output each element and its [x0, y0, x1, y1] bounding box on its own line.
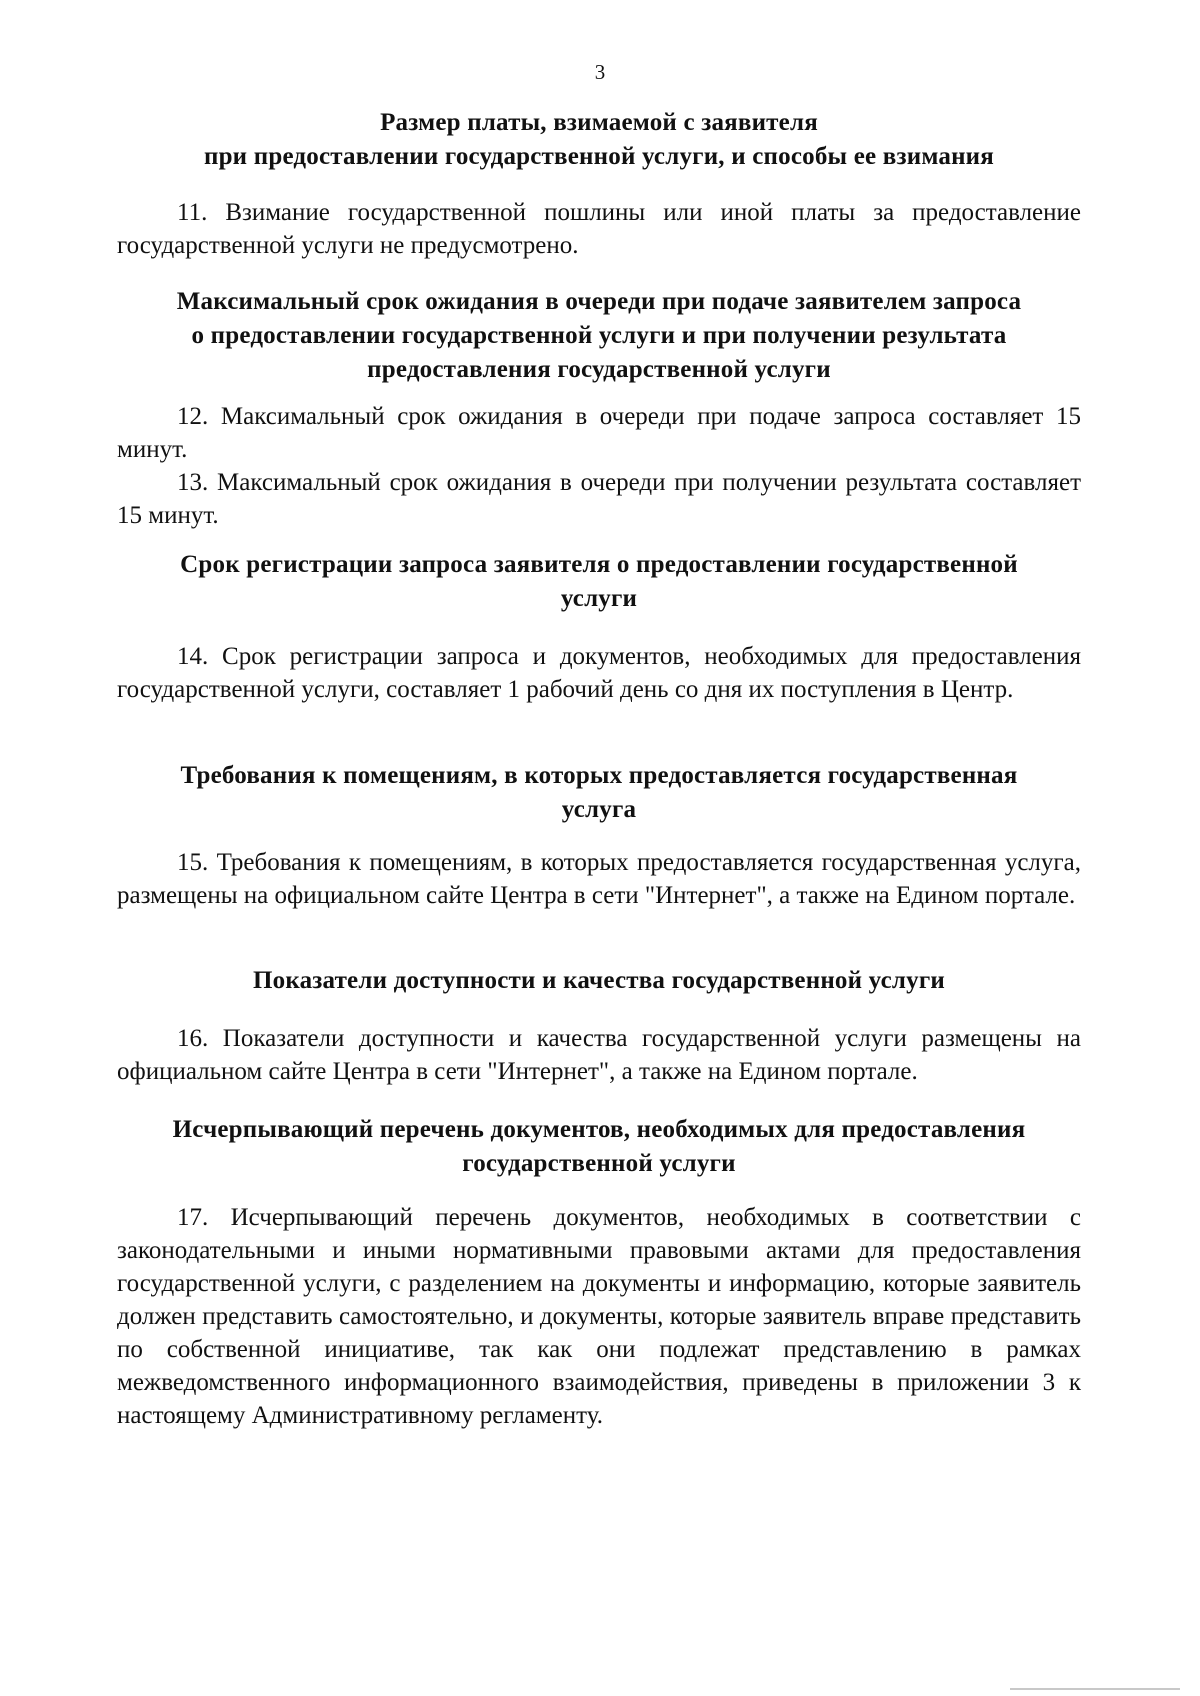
- heading-line: Размер платы, взимаемой с заявителя: [380, 109, 818, 136]
- heading-line: услуги: [560, 585, 638, 612]
- heading-line: Максимальный срок ожидания в очереди при подаче заявителем запроса: [176, 288, 1022, 315]
- heading-line: предоставления государственной услуги: [367, 356, 831, 383]
- paragraph-16: 16. Показатели доступности и качества государственной услуги размещены на официальном сайте Центра в сети "Интернет", а также на Едином портале.: [117, 1025, 1081, 1085]
- scan-edge-mark: [1010, 1688, 1180, 1690]
- section-heading: [117, 285, 1081, 387]
- section-registration-body: [117, 640, 1081, 706]
- section-heading: [117, 964, 1081, 998]
- heading-line: Показатели доступности и качества государственной услуги: [253, 967, 945, 994]
- paragraph-12: 12. Максимальный срок ожидания в очереди при подаче запроса составляет 15 минут.: [117, 403, 1081, 463]
- section-heading: [117, 548, 1081, 616]
- section-premises: [117, 759, 1081, 827]
- heading-line: при предоставлении государственной услуги, и способы ее взимания: [203, 143, 995, 170]
- heading-line: государственной услуги: [462, 1150, 736, 1177]
- heading-line: Требования к помещениям, в которых предоставляется государственная: [180, 762, 1018, 789]
- section-waiting-time: [117, 285, 1081, 387]
- section-waiting-time-body: [117, 400, 1081, 532]
- paragraph-11: 11. Взимание государственной пошлины или иной платы за предоставление государственной услуги не предусмотрено.: [117, 199, 1081, 259]
- page-number: 3: [594, 60, 606, 84]
- section-indicators: [117, 964, 1081, 998]
- section-indicators-body: [117, 1022, 1081, 1088]
- heading-line: услуга: [561, 796, 637, 823]
- section-heading: [117, 759, 1081, 827]
- section-heading: [117, 1113, 1081, 1181]
- heading-line: о предоставлении государственной услуги и при получении результата: [191, 322, 1007, 349]
- heading-line: Исчерпывающий перечень документов, необходимых для предоставления: [172, 1116, 1026, 1143]
- paragraph-15: 15. Требования к помещениям, в которых предоставляется государственная услуга, размещены на официальном сайте Центра в сети "Интернет", а также на Едином портале.: [117, 849, 1081, 909]
- heading-line: Срок регистрации запроса заявителя о предоставлении государственной: [180, 551, 1018, 578]
- section-fee-body: [117, 196, 1081, 262]
- section-premises-body: [117, 846, 1081, 912]
- section-documents: [117, 1113, 1081, 1181]
- section-fee: [117, 106, 1081, 174]
- paragraph-14: 14. Срок регистрации запроса и документов, необходимых для предоставления государственной услуги, составляет 1 рабочий день со дня их поступления в Центр.: [117, 643, 1081, 703]
- paragraph-17: 17. Исчерпывающий перечень документов, необходимых в соответствии с законодательными и иными нормативными правовыми актами для предоставления государственной услуги, с разделением на документы и информацию, которые заявитель должен представить самостоятельно, и документы, которые заявитель вправе представить по собственной инициативе, так как они подлежат представлению в рамках межведомственного информационного взаимодействия, приведены в приложении 3 к настоящему Административному регламенту.: [117, 1204, 1081, 1429]
- section-heading: [117, 106, 1081, 174]
- section-documents-body: [117, 1201, 1081, 1432]
- paragraph-13: 13. Максимальный срок ожидания в очереди при получении результата составляет 15 минут.: [117, 469, 1081, 529]
- section-registration: [117, 548, 1081, 616]
